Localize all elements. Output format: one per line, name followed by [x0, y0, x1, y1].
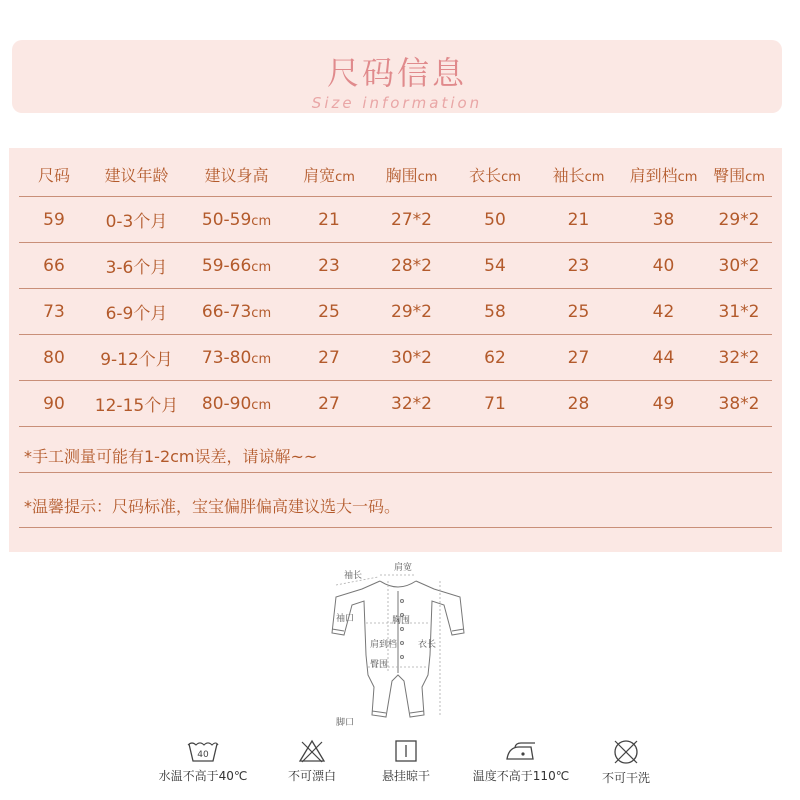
cell-shoulder: 23 [318, 255, 340, 276]
cell-chest: 32*2 [391, 393, 432, 414]
cell-age: 6-9个月 [105, 304, 168, 324]
header-size: 尺码 [37, 165, 70, 185]
label-garment-length: 衣长 [418, 640, 437, 650]
care-label-iron: 温度不高于110℃ [472, 769, 570, 783]
measurement-note: *手工测量可能有1-2cm误差，请谅解~~ [24, 447, 318, 466]
label-shoulder-to-crotch: 肩到档 [370, 640, 398, 650]
garment-diagram [322, 555, 474, 735]
table-row [19, 243, 772, 289]
header-shoulder: 肩宽cm [303, 165, 355, 185]
label-sleeve-length: 袖长 [344, 571, 363, 581]
header-length: 衣长cm [469, 165, 521, 185]
cell-crotch: 44 [652, 347, 675, 368]
cell-height: 50-59cm [201, 209, 272, 230]
cell-age: 0-3个月 [105, 212, 168, 232]
cell-height: 73-80cm [201, 347, 272, 368]
cell-size: 59 [43, 209, 65, 230]
care-label-hang-dry: 悬挂晾干 [381, 769, 430, 783]
cell-sleeve: 27 [567, 347, 590, 368]
cell-hip: 30*2 [718, 255, 760, 276]
size-tip-note: *温馨提示：尺码标准，宝宝偏胖偏高建议选大一码。 [24, 497, 401, 516]
label-hip: 臀围 [370, 660, 389, 670]
label-chest: 胸围 [392, 616, 411, 626]
table-row [19, 289, 772, 335]
care-instructions [0, 738, 800, 800]
divider [19, 472, 772, 473]
cell-size: 73 [43, 301, 65, 322]
hang-dry-icon [393, 738, 419, 764]
cell-size: 66 [43, 255, 65, 276]
cell-length: 54 [484, 255, 506, 276]
cell-age: 9-12个月 [100, 350, 173, 370]
cell-height: 80-90cm [201, 393, 272, 414]
header-hip: 臀围cm [713, 165, 765, 185]
cell-crotch: 38 [652, 209, 675, 230]
table-row [19, 335, 772, 381]
cell-chest: 29*2 [391, 301, 432, 322]
cell-length: 71 [484, 393, 506, 414]
size-table-panel [9, 148, 782, 552]
no-bleach-icon [297, 738, 327, 764]
label-shoulder-width: 肩宽 [394, 563, 413, 573]
care-label-wash: 水温不高于40℃ [158, 769, 248, 783]
wash-temp-badge: 40 [197, 750, 209, 760]
cell-length: 62 [484, 347, 506, 368]
cell-shoulder: 25 [318, 301, 340, 322]
cell-shoulder: 27 [318, 347, 340, 368]
header-age: 建议年龄 [104, 165, 169, 185]
iron-110-icon [503, 738, 539, 764]
care-item-hang-dry [366, 738, 446, 784]
romper-outline-icon [322, 555, 474, 735]
cell-height: 59-66cm [201, 255, 272, 276]
cell-hip: 32*2 [718, 347, 760, 368]
banner-title: 尺码信息 [326, 54, 467, 92]
cell-sleeve: 28 [567, 393, 590, 414]
header-height: 建议身高 [204, 165, 269, 185]
cell-hip: 31*2 [718, 301, 760, 322]
cell-crotch: 49 [652, 393, 675, 414]
cell-hip: 29*2 [718, 209, 760, 230]
cell-shoulder: 21 [318, 209, 340, 230]
title-banner [12, 40, 782, 113]
cell-height: 66-73cm [201, 301, 272, 322]
cell-sleeve: 23 [567, 255, 590, 276]
care-label-bleach: 不可漂白 [287, 769, 336, 783]
wash-40-icon [186, 738, 220, 764]
table-row [19, 381, 772, 427]
cell-shoulder: 27 [318, 393, 340, 414]
cell-size: 80 [43, 347, 65, 368]
cell-hip: 38*2 [718, 393, 760, 414]
label-cuff: 袖口 [336, 614, 355, 624]
cell-age: 3-6个月 [105, 258, 168, 278]
care-item-wash [148, 738, 258, 784]
cell-length: 58 [484, 301, 506, 322]
header-sleeve: 袖长cm [552, 165, 605, 185]
care-label-dry-clean: 不可干洗 [601, 771, 650, 785]
header-chest: 胸围cm [385, 165, 438, 185]
cell-age: 12-15个月 [94, 396, 179, 416]
care-item-bleach [272, 738, 352, 784]
no-dry-clean-icon [611, 738, 641, 766]
table-row [19, 197, 772, 243]
cell-size: 90 [43, 393, 65, 414]
cell-length: 50 [484, 209, 506, 230]
cell-chest: 28*2 [391, 255, 432, 276]
divider [19, 527, 772, 528]
size-table [19, 152, 772, 427]
care-item-dry-clean [586, 738, 666, 786]
cell-chest: 30*2 [391, 347, 432, 368]
cell-chest: 27*2 [391, 209, 432, 230]
header-crotch: 肩到档cm [629, 165, 698, 185]
cell-crotch: 40 [652, 255, 675, 276]
cell-sleeve: 21 [567, 209, 590, 230]
care-item-iron [461, 738, 581, 784]
table-header-row [19, 152, 772, 197]
banner-subtitle: Size information [311, 94, 483, 112]
label-leg-opening: 脚口 [336, 718, 355, 728]
cell-sleeve: 25 [567, 301, 590, 322]
cell-crotch: 42 [652, 301, 675, 322]
